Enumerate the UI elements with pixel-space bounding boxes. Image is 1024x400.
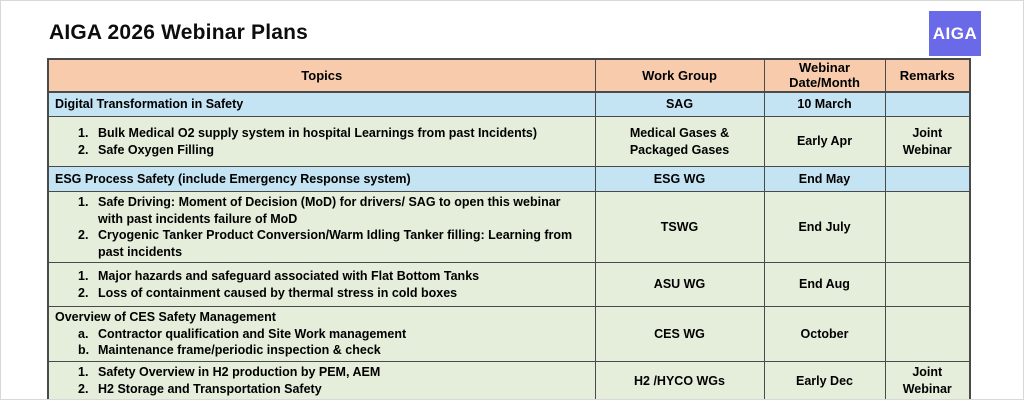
table-row xyxy=(48,192,970,263)
list-item-text: Safe Oxygen Filling xyxy=(98,142,214,157)
work-group-cell: ASU WG xyxy=(595,263,764,307)
list-item-text: Contractor qualification and Site Work management xyxy=(98,326,407,341)
list-marker: 2. xyxy=(78,228,89,243)
date-cell: October xyxy=(764,307,885,362)
column-header-webinar-date: Webinar Date/Month xyxy=(764,59,885,92)
work-group-cell: TSWG xyxy=(595,192,764,263)
date-cell: Early Apr xyxy=(764,117,885,167)
remarks-cell xyxy=(885,167,970,192)
list-marker: 2. xyxy=(78,142,89,157)
aiga-logo-text: AIGA xyxy=(932,23,978,43)
topic-list-item xyxy=(53,342,590,359)
list-item-text: H2 Storage and Transportation Safety xyxy=(98,381,322,396)
date-cell: Early Dec xyxy=(764,361,885,400)
webinar-plans-table xyxy=(47,58,971,400)
topic-cell xyxy=(48,167,595,192)
list-marker: b. xyxy=(78,343,90,358)
topic-list-item xyxy=(53,381,590,398)
topic-cell xyxy=(48,117,595,167)
topic-list-item xyxy=(53,326,590,343)
date-cell: End July xyxy=(764,192,885,263)
remarks-cell xyxy=(885,192,970,263)
topic-list-item xyxy=(53,194,590,227)
work-group-cell: Medical Gases & Packaged Gases xyxy=(595,117,764,167)
column-header-topics: Topics xyxy=(48,59,595,92)
topic-cell xyxy=(48,361,595,400)
column-header-work-group: Work Group xyxy=(595,59,764,92)
table-row xyxy=(48,117,970,167)
table-row xyxy=(48,307,970,362)
table-row xyxy=(48,361,970,400)
list-marker: 1. xyxy=(78,195,89,210)
topic-list-item xyxy=(53,227,590,260)
topic-heading: Digital Transformation in Safety xyxy=(55,97,244,112)
table-row xyxy=(48,263,970,307)
date-cell: End May xyxy=(764,167,885,192)
topic-list-item xyxy=(53,364,590,381)
remarks-cell: Joint Webinar xyxy=(885,117,970,167)
list-marker: 2. xyxy=(78,285,89,300)
list-item-text: Safe Driving: Moment of Decision (MoD) for drivers/ SAG to open this webinar with past incidents failure of MoD xyxy=(98,195,561,226)
list-marker: 1. xyxy=(78,126,89,141)
list-item-text: Loss of containment caused by thermal stress in cold boxes xyxy=(98,285,458,300)
table-row xyxy=(48,92,970,117)
topic-list-item xyxy=(53,125,590,142)
remarks-cell xyxy=(885,263,970,307)
list-item-text: Safety Overview in H2 production by PEM, AEM xyxy=(98,365,381,380)
topic-heading: ESG Process Safety (include Emergency Response system) xyxy=(55,171,411,186)
list-item-text: Bulk Medical O2 supply system in hospital Learnings from past Incidents) xyxy=(98,126,537,141)
topic-cell xyxy=(48,192,595,263)
work-group-cell: SAG xyxy=(595,92,764,117)
column-header-remarks: Remarks xyxy=(885,59,970,92)
list-marker: 1. xyxy=(78,365,89,380)
list-marker: 2. xyxy=(78,381,89,396)
date-cell: End Aug xyxy=(764,263,885,307)
list-marker: 1. xyxy=(78,269,89,284)
topic-list-item xyxy=(53,285,590,302)
date-cell: 10 March xyxy=(764,92,885,117)
topic-cell xyxy=(48,307,595,362)
work-group-cell: H2 /HYCO WGs xyxy=(595,361,764,400)
remarks-cell xyxy=(885,92,970,117)
table-row xyxy=(48,167,970,192)
list-marker: a. xyxy=(78,326,89,341)
list-item-text: Cryogenic Tanker Product Conversion/Warm Idling Tanker filling: Learning from past incidents xyxy=(98,228,573,259)
topic-cell xyxy=(48,92,595,117)
remarks-cell: Joint Webinar xyxy=(885,361,970,400)
list-item-text: Maintenance frame/periodic inspection & check xyxy=(98,343,381,358)
aiga-logo xyxy=(929,11,981,56)
table-body xyxy=(48,92,970,400)
page-title: AIGA 2026 Webinar Plans xyxy=(49,21,309,44)
topic-heading: Overview of CES Safety Management xyxy=(55,310,276,325)
topic-list-item xyxy=(53,142,590,159)
work-group-cell: CES WG xyxy=(595,307,764,362)
table-header-row xyxy=(48,59,970,92)
topic-cell xyxy=(48,263,595,307)
topic-list-item xyxy=(53,268,590,285)
list-item-text: Major hazards and safeguard associated with Flat Bottom Tanks xyxy=(98,269,480,284)
remarks-cell xyxy=(885,307,970,362)
work-group-cell: ESG WG xyxy=(595,167,764,192)
